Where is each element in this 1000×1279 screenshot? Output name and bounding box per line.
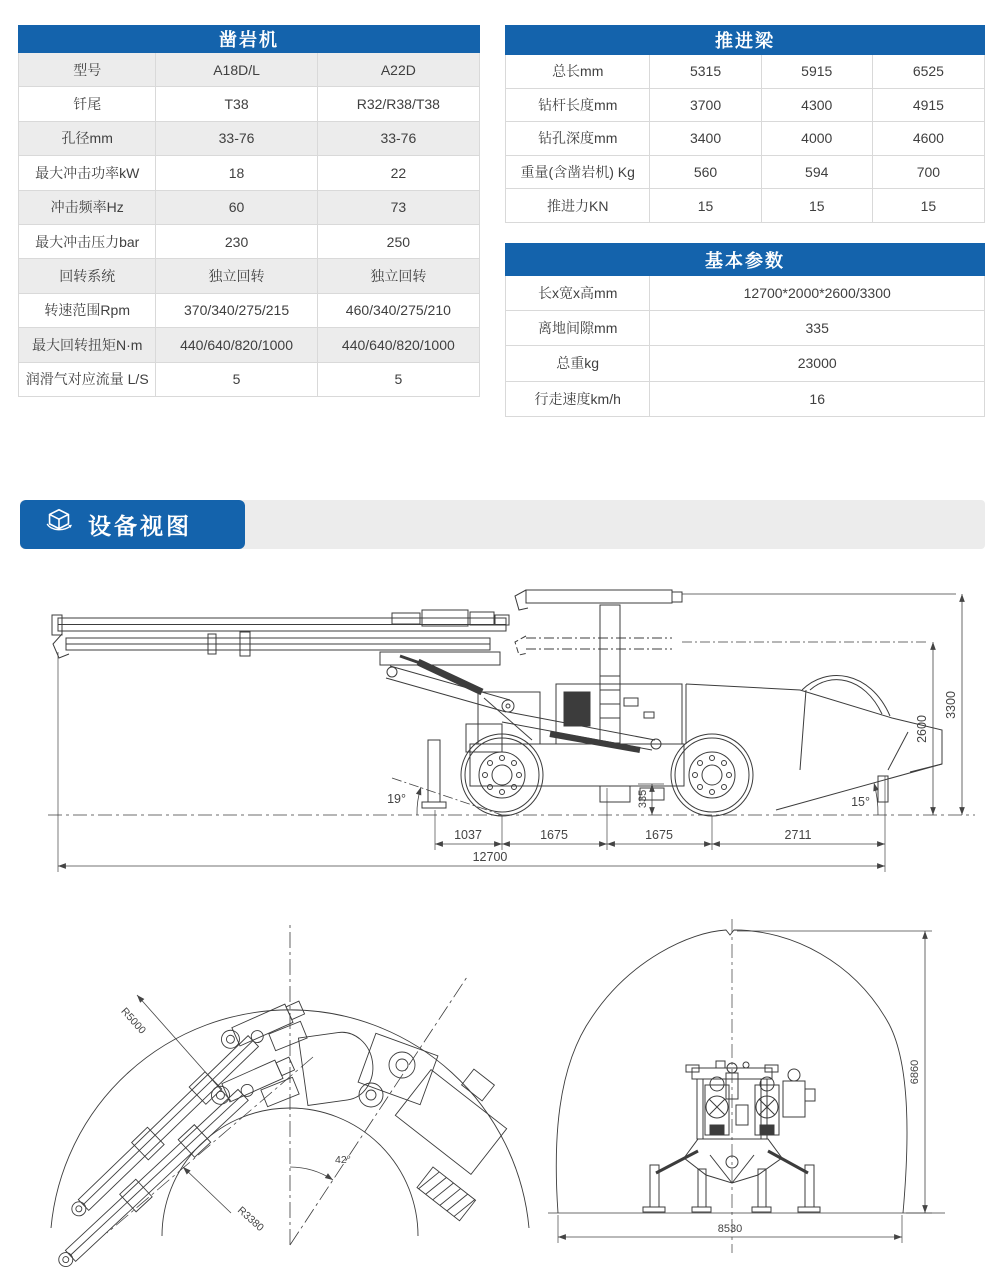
spec-value: 250 (386, 233, 411, 250)
spec-value: 560 (650, 156, 761, 189)
table-row (506, 346, 984, 381)
dim-label-1037: 1037 (454, 828, 482, 842)
side-view-dimensions (58, 594, 962, 872)
dim-label-angle-rear: 15° (851, 795, 870, 809)
table-row (506, 311, 984, 346)
spec-value: 73 (390, 199, 407, 216)
spec-label: 总重kg (506, 346, 650, 380)
basic-params-table-title: 基本参数 (505, 243, 985, 276)
dim-label-inner-radius: R3380 (234, 1204, 267, 1234)
front-view-dimensions (558, 931, 932, 1243)
spec-label: 推进力KN (506, 189, 650, 222)
table-row (19, 156, 479, 190)
spec-value: 5915 (762, 55, 873, 88)
spec-value: 4600 (912, 130, 944, 147)
table-row (506, 55, 984, 89)
spec-value: 60 (156, 191, 317, 224)
spec-label: 离地间隙mm (506, 311, 650, 345)
spec-value: 700 (916, 164, 941, 181)
dim-label-tunnel-width: 8530 (717, 1223, 743, 1235)
dim-label-swing-angle: 42° (335, 1154, 351, 1166)
spec-label: 回转系统 (19, 259, 156, 292)
rock-drill-table-title: 凿岩机 (18, 25, 480, 53)
spec-label: 长x宽x高mm (506, 276, 650, 310)
spec-value: A22D (380, 61, 416, 78)
feed-beam-table-title: 推进梁 (505, 25, 985, 55)
boom-1 (66, 1024, 270, 1223)
spec-label: 最大冲击压力bar (19, 225, 156, 258)
table-row (19, 53, 479, 87)
spec-label: 最大冲击功率kW (19, 156, 156, 189)
table-row (19, 363, 479, 396)
table-row (506, 156, 984, 190)
table-row (506, 89, 984, 123)
spec-label: 型号 (19, 53, 156, 86)
table-row (19, 87, 479, 121)
spec-value: 335 (805, 320, 829, 337)
dim-label-2711: 2711 (784, 828, 812, 842)
spec-value: 440/640/820/1000 (156, 328, 317, 361)
machine-side-view (48, 590, 975, 816)
spec-value: 15 (920, 197, 937, 214)
table-row (19, 294, 479, 328)
spec-value: 370/340/275/215 (156, 294, 317, 327)
front-view-drawing (540, 915, 1000, 1279)
spec-value: 15 (650, 189, 761, 222)
spec-value: 18 (156, 156, 317, 189)
spec-value: 12700*2000*2600/3300 (743, 285, 891, 302)
table-row (19, 328, 479, 362)
side-view-drawing (40, 572, 990, 897)
spec-label: 冲击频率Hz (19, 191, 156, 224)
spec-value: 440/640/820/1000 (341, 336, 455, 353)
spec-label: 转速范围Rpm (19, 294, 156, 327)
boom-2 (53, 1078, 260, 1274)
table-row (506, 189, 984, 222)
spec-label: 最大回转扭矩N·m (19, 328, 156, 361)
spec-value: 3700 (650, 89, 761, 122)
section-title: 设备视图 (88, 513, 192, 539)
spec-value: 独立回转 (370, 268, 427, 285)
top-view-dimensions (137, 995, 333, 1213)
table-row (506, 122, 984, 156)
spec-value: 33-76 (380, 130, 417, 147)
spec-label: 润滑气对应流量 L/S (19, 363, 156, 396)
drifter-left (705, 1077, 729, 1135)
spec-value: R32/R38/T38 (356, 96, 440, 113)
spec-value: 3400 (650, 122, 761, 155)
dim-label-angle-front: 19° (387, 792, 406, 806)
spec-value: 独立回转 (156, 259, 317, 292)
spec-value: A18D/L (156, 53, 317, 86)
spec-value: 594 (762, 156, 873, 189)
spec-value: 460/340/275/210 (345, 302, 451, 319)
side-view-dimension-labels (387, 691, 958, 864)
table-row (19, 225, 479, 259)
spec-label: 钎尾 (19, 87, 156, 120)
dim-label-outer-radius: R5000 (118, 1005, 149, 1037)
dim-label-clearance: 335 (637, 789, 649, 809)
dim-label-tunnel-height: 6860 (909, 1059, 921, 1085)
spec-label: 孔径mm (19, 122, 156, 155)
spec-value: 230 (156, 225, 317, 258)
top-view-drawing (35, 915, 535, 1279)
machine-front-view (548, 919, 945, 1253)
basic-params-table (505, 243, 985, 417)
spec-value: 4000 (762, 122, 873, 155)
spec-value: 16 (809, 390, 825, 407)
table-row (19, 122, 479, 156)
table-row (19, 191, 479, 225)
spec-value: 4300 (762, 89, 873, 122)
front-view-dimension-labels (718, 1060, 921, 1235)
table-row (19, 259, 479, 293)
section-banner (20, 500, 245, 549)
table-row (506, 276, 984, 311)
machine-top-view (51, 921, 529, 1274)
spec-label: 总长mm (506, 55, 650, 88)
spec-value: 22 (390, 164, 407, 181)
rear-wheel (671, 734, 753, 816)
dim-label-1675a: 1675 (540, 828, 568, 842)
spec-label: 重量(含凿岩机) Kg (506, 156, 650, 189)
spec-value: 4915 (912, 96, 944, 113)
spec-value: 5315 (650, 55, 761, 88)
rock-drill-table (18, 25, 480, 397)
table-row (506, 382, 984, 416)
spec-value: 33-76 (156, 122, 317, 155)
dim-label-2600: 2600 (915, 715, 929, 743)
spec-label: 钻杆长度mm (506, 89, 650, 122)
spec-value: 5 (156, 363, 317, 396)
spec-value: 5 (394, 371, 403, 388)
cube-3d-rotate-icon (42, 505, 76, 544)
spec-value: 15 (762, 189, 873, 222)
spec-label: 钻孔深度mm (506, 122, 650, 155)
feed-beam-table (505, 25, 985, 223)
spec-value: 23000 (797, 355, 837, 372)
spec-value: T38 (156, 87, 317, 120)
dim-label-12700: 12700 (472, 850, 508, 864)
spec-value: 6525 (912, 63, 944, 80)
dim-label-1675b: 1675 (645, 828, 673, 842)
spec-label: 行走速度km/h (506, 382, 650, 416)
dim-label-3300: 3300 (944, 691, 958, 719)
